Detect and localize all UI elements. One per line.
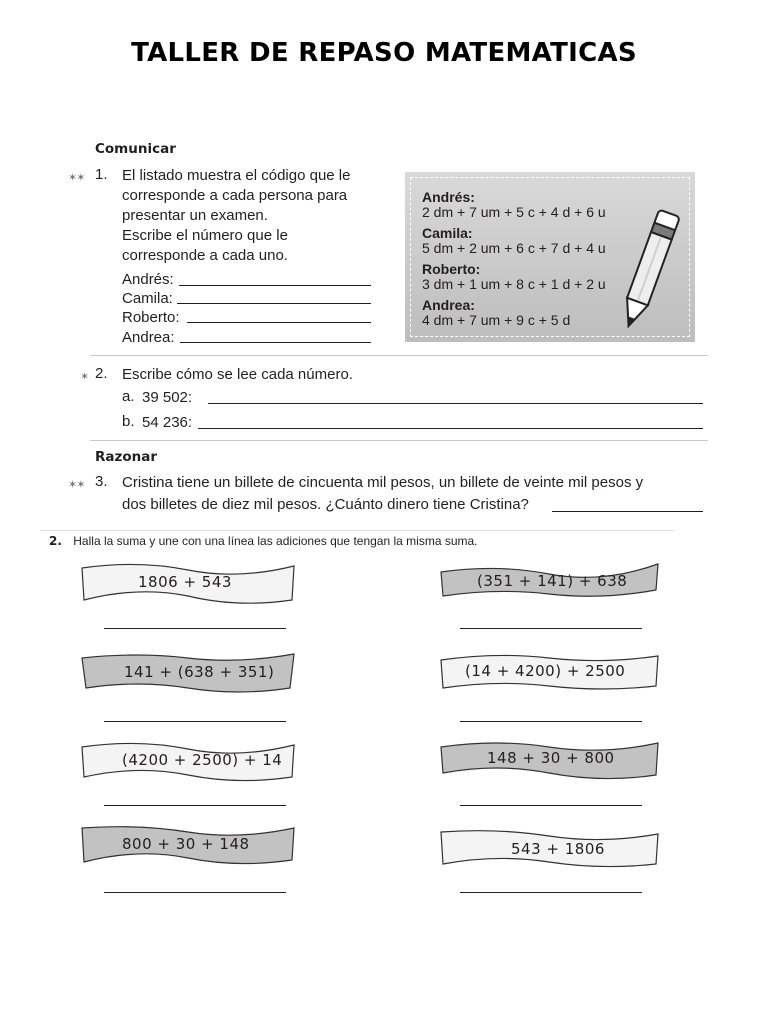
banner-expression: (14 + 4200) + 2500	[465, 662, 626, 680]
code-entry-andrea	[422, 298, 570, 328]
code-entry-andres	[422, 190, 606, 220]
name-label-camila: Camila:	[122, 290, 173, 307]
answer-line[interactable]	[104, 805, 286, 806]
item-letter: a.	[122, 388, 135, 405]
question-3-line-2: dos billetes de diez mil pesos. ¿Cuánto dinero tiene Cristina?	[122, 496, 529, 513]
banner-expression: 1806 + 543	[138, 573, 232, 591]
question-line: El listado muestra el código que le	[122, 167, 351, 184]
question-number: 2.	[95, 365, 108, 382]
answer-line-roberto[interactable]	[187, 322, 371, 323]
banner-right-2	[437, 650, 662, 701]
divider	[40, 530, 674, 531]
code-name: Camila:	[422, 225, 473, 241]
question-line: presentar un examen.	[122, 207, 268, 224]
answer-line-andrea[interactable]	[180, 342, 371, 343]
code-value: 2 dm + 7 um + 5 c + 4 d + 6 u	[422, 204, 606, 220]
answer-line[interactable]	[104, 628, 286, 629]
answer-line-a[interactable]	[208, 403, 703, 404]
answer-line[interactable]	[460, 892, 642, 893]
question-3-line-1: Cristina tiene un billete de cincuenta mil pesos, un billete de veinte mil pesos y	[122, 474, 644, 491]
difficulty-stars: ✶	[80, 371, 89, 383]
answer-line[interactable]	[104, 721, 286, 722]
divider	[90, 355, 708, 356]
difficulty-stars: ✶✶	[68, 172, 85, 184]
banner-right-4	[437, 826, 662, 877]
code-name: Andrés:	[422, 189, 475, 205]
banner-right-3	[437, 737, 662, 788]
exercise-text: Halla la suma y une con una línea las adiciones que tengan la misma suma.	[73, 534, 478, 548]
name-label-roberto: Roberto:	[122, 309, 180, 326]
code-entry-camila	[422, 226, 606, 256]
item-number: 39 502:	[142, 389, 193, 406]
question-number: 3.	[95, 473, 108, 490]
banner-left-2	[78, 650, 298, 701]
answer-line[interactable]	[104, 892, 286, 893]
name-label-andrea: Andrea:	[122, 329, 175, 346]
question-number: 1.	[95, 166, 108, 183]
answer-line-andres[interactable]	[179, 285, 371, 286]
question-number: 2.	[49, 534, 62, 548]
banner-expression: 543 + 1806	[511, 840, 605, 858]
banner-expression: 141 + (638 + 351)	[124, 663, 275, 681]
code-entry-roberto	[422, 262, 606, 292]
question-line: corresponde a cada uno.	[122, 247, 288, 264]
answer-line-q3[interactable]	[552, 511, 703, 512]
item-letter: b.	[122, 413, 135, 430]
code-value: 3 dm + 1 um + 8 c + 1 d + 2 u	[422, 276, 606, 292]
banner-left-1	[78, 560, 298, 611]
code-value: 5 dm + 2 um + 6 c + 7 d + 4 u	[422, 240, 606, 256]
section-heading-comunicar: Comunicar	[95, 141, 176, 157]
name-label-andres: Andrés:	[122, 271, 174, 288]
question-line: Escribe el número que le	[122, 227, 288, 244]
code-value: 4 dm + 7 um + 9 c + 5 d	[422, 312, 571, 328]
difficulty-stars: ✶✶	[68, 479, 85, 491]
section-heading-razonar: Razonar	[95, 449, 158, 465]
question-2-text: Escribe cómo se lee cada número.	[122, 366, 353, 383]
banner-expression: (351 + 141) + 638	[477, 572, 628, 590]
banner-expression: 148 + 30 + 800	[487, 749, 615, 767]
code-box	[405, 172, 695, 342]
banner-left-3	[78, 737, 298, 788]
banner-expression: 800 + 30 + 148	[122, 835, 250, 853]
code-name: Roberto:	[422, 261, 481, 277]
answer-line[interactable]	[460, 721, 642, 722]
page-title: TALLER DE REPASO MATEMATICAS	[131, 38, 637, 68]
answer-line[interactable]	[460, 805, 642, 806]
question-1-text	[122, 166, 402, 266]
code-name: Andrea:	[422, 297, 475, 313]
exercise-2-instructions	[49, 534, 478, 548]
answer-line-b[interactable]	[198, 428, 703, 429]
item-number: 54 236:	[142, 414, 193, 431]
divider	[90, 440, 708, 441]
question-line: corresponde a cada persona para	[122, 187, 348, 204]
answer-line[interactable]	[460, 628, 642, 629]
banner-expression: (4200 + 2500) + 14	[122, 751, 283, 769]
banner-right-1	[437, 560, 662, 611]
banner-left-4	[78, 822, 298, 873]
pencil-icon	[600, 200, 695, 340]
answer-line-camila[interactable]	[177, 303, 371, 304]
